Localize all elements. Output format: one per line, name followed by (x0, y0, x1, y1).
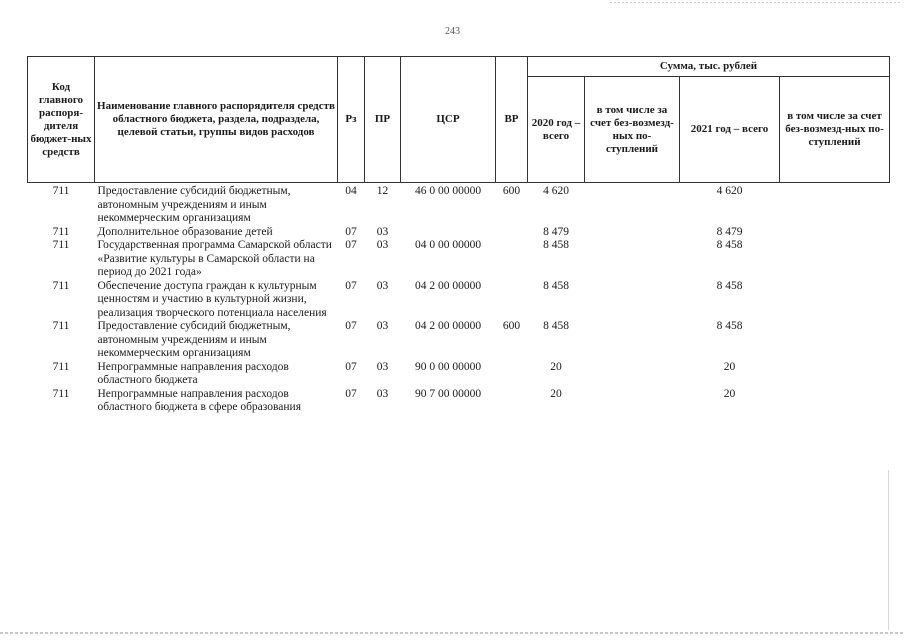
cell-name: Непрограммные направления расходов областного бюджета в сфере образования (97, 387, 301, 413)
cell-2021-free (780, 239, 890, 280)
cell-code: 711 (52, 225, 70, 238)
cell-pr: 03 (376, 279, 389, 292)
cell-code: 711 (52, 239, 70, 251)
cell-vr (496, 239, 528, 280)
cell-2021-total: 4 620 (716, 185, 743, 197)
page-number: 243 (445, 26, 460, 37)
cell-2021-total: 8 458 (716, 279, 743, 292)
cell-csr: 90 0 00 00000 (414, 360, 482, 373)
cell-pr: 12 (376, 185, 389, 197)
cell-name: Обеспечение доступа граждан к культурным ценностям и участию в культурной жизни, реализация творческого потенциала населения (97, 279, 327, 319)
cell-2020-free (585, 183, 680, 226)
cell-name: Предоставление субсидий бюджетным, автономным учреждениям и иным некоммерческим организациям (97, 320, 291, 359)
scan-artifact-top (610, 2, 900, 3)
table-header (28, 57, 890, 183)
cell-code: 711 (52, 387, 70, 400)
header-2020-total: 2020 год – всего (528, 77, 585, 183)
cell-2021-total: 8 479 (716, 225, 743, 238)
cell-name: Дополнительное образование детей (97, 225, 273, 238)
cell-2021-free (780, 361, 890, 388)
cell-vr (496, 226, 528, 240)
header-pr: ПР (365, 57, 401, 183)
table-row (28, 361, 890, 388)
header-rz: Рз (338, 57, 365, 183)
cell-2020-total: 8 458 (543, 320, 569, 332)
cell-csr (401, 226, 496, 240)
cell-2020-free (585, 361, 680, 388)
cell-2020-free (585, 280, 680, 321)
cell-2020-total: 8 458 (543, 239, 569, 251)
cell-2020-total: 8 458 (543, 279, 569, 292)
cell-2020-free (585, 226, 680, 240)
cell-name: Предоставление субсидий бюджетным, автономным учреждениям и иным некоммерческим организациям (97, 185, 291, 224)
cell-2021-free (780, 388, 890, 415)
cell-pr: 03 (376, 387, 389, 400)
header-2021-free: в том числе за счет без-возмезд-ных по-ступлений (780, 77, 890, 183)
header-2020-free: в том числе за счет без-возмезд-ных по-ступлений (585, 77, 680, 183)
cell-csr: 46 0 00 00000 (414, 185, 482, 197)
cell-2020-free (585, 320, 680, 361)
cell-2020-free (585, 388, 680, 415)
table-body (28, 183, 890, 415)
cell-rz: 07 (345, 239, 357, 251)
table-row (28, 183, 890, 226)
header-code: Код главного распоря-дителя бюджет-ных средств (28, 57, 95, 183)
cell-code: 711 (52, 279, 70, 292)
budget-table (27, 56, 890, 415)
cell-csr: 04 2 00 00000 (414, 279, 482, 292)
cell-pr: 03 (376, 320, 389, 332)
cell-rz: 07 (345, 279, 357, 292)
cell-2020-total: 20 (550, 360, 562, 373)
header-2021-total: 2021 год – всего (680, 77, 780, 183)
cell-csr: 90 7 00 00000 (414, 387, 482, 400)
cell-rz: 07 (345, 225, 357, 238)
cell-pr: 03 (376, 239, 389, 251)
table-row (28, 280, 890, 321)
table-row (28, 239, 890, 280)
cell-vr: 600 (502, 320, 521, 332)
cell-pr: 03 (376, 360, 389, 373)
cell-vr: 600 (502, 185, 521, 197)
scan-artifact-bottom (0, 632, 905, 634)
cell-rz: 07 (345, 387, 357, 400)
cell-2021-total: 20 (723, 387, 736, 400)
cell-rz: 04 (345, 185, 357, 197)
cell-2021-free (780, 183, 890, 226)
table-row (28, 320, 890, 361)
cell-code: 711 (52, 360, 70, 373)
cell-rz: 07 (345, 360, 357, 373)
cell-2020-total: 4 620 (543, 185, 569, 197)
cell-2021-free (780, 280, 890, 321)
cell-csr: 04 2 00 00000 (414, 320, 482, 332)
table-row (28, 388, 890, 415)
cell-code: 711 (52, 320, 70, 332)
header-sum-group: Сумма, тыс. рублей (528, 57, 890, 77)
cell-vr (496, 388, 528, 415)
cell-name: Государственная программа Самарской области «Развитие культуры в Самарской области на период до 2021 года» (97, 239, 332, 278)
cell-vr (496, 361, 528, 388)
header-name: Наименование главного распорядителя средств областного бюджета, раздела, подраздела, целевой статьи, группы видов расходов (95, 57, 338, 183)
cell-2021-total: 8 458 (716, 239, 743, 251)
cell-2020-total: 20 (550, 387, 562, 400)
cell-name: Непрограммные направления расходов областного бюджета (97, 360, 289, 386)
cell-2021-total: 8 458 (716, 320, 743, 332)
cell-csr: 04 0 00 00000 (414, 239, 482, 251)
cell-vr (496, 280, 528, 321)
table-row (28, 226, 890, 240)
cell-2021-free (780, 226, 890, 240)
cell-code: 711 (52, 185, 70, 197)
cell-rz: 07 (345, 320, 357, 332)
header-csr: ЦСР (401, 57, 496, 183)
cell-2021-free (780, 320, 890, 361)
cell-2021-total: 20 (723, 360, 736, 373)
scan-artifact-right (888, 470, 889, 630)
cell-pr: 03 (376, 225, 389, 238)
cell-2020-free (585, 239, 680, 280)
header-vr: ВР (496, 57, 528, 183)
cell-2020-total: 8 479 (543, 225, 569, 238)
